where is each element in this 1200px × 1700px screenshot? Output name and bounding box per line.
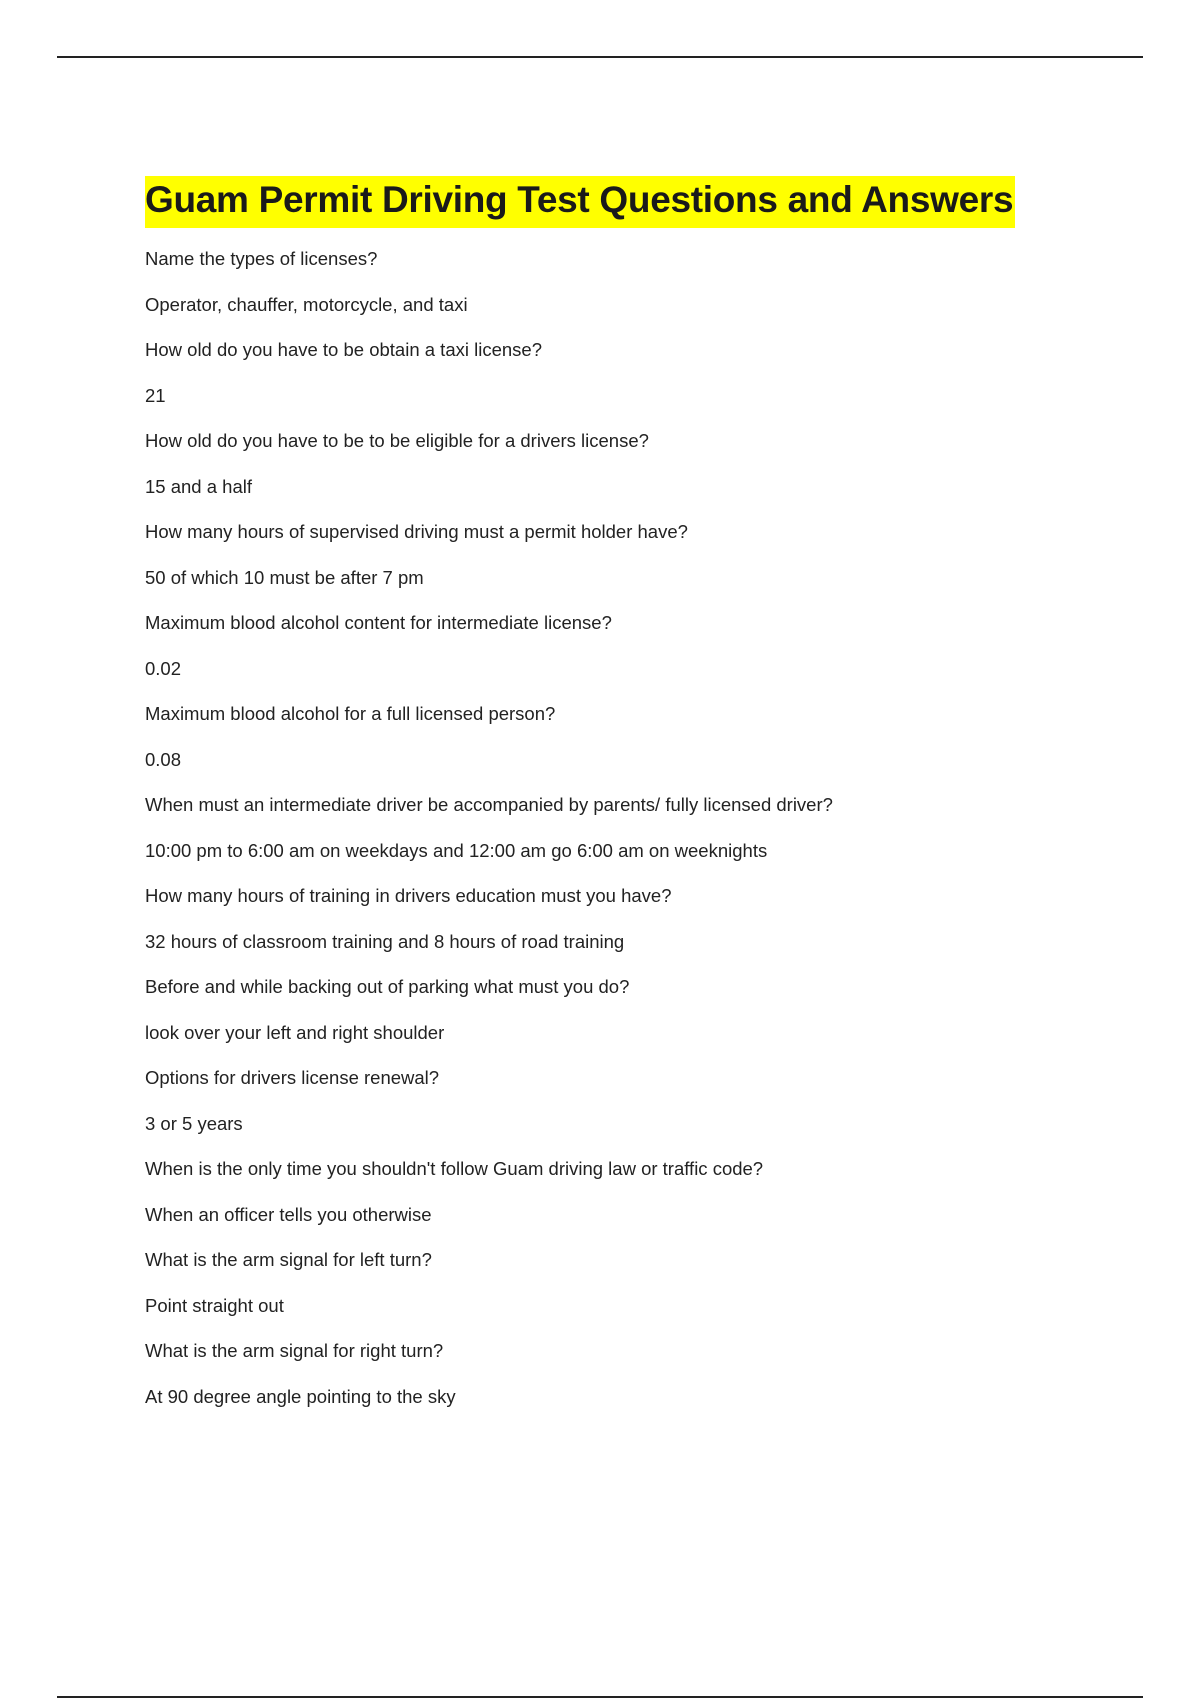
question-line: Options for drivers license renewal? xyxy=(145,1067,440,1088)
question-line: Maximum blood alcohol content for intermediate license? xyxy=(145,612,612,633)
answer-line: 21 xyxy=(145,384,166,406)
answer-line: Operator, chauffer, motorcycle, and taxi xyxy=(145,293,468,315)
document-content xyxy=(145,176,1105,1431)
question-line: How many hours of training in drivers education must you have? xyxy=(145,885,672,906)
question-line: How many hours of supervised driving must a permit holder have? xyxy=(145,521,688,542)
answer-line: 0.02 xyxy=(145,657,182,679)
question-line: When is the only time you shouldn't follow Guam driving law or traffic code? xyxy=(145,1158,764,1179)
answer-line: 10:00 pm to 6:00 am on weekdays and 12:00 am go 6:00 am on weeknights xyxy=(145,839,768,861)
question-line: What is the arm signal for left turn? xyxy=(145,1249,432,1270)
title-highlight xyxy=(145,176,1015,228)
answer-line: 0.08 xyxy=(145,748,182,770)
answer-line: When an officer tells you otherwise xyxy=(145,1203,432,1225)
document-title: Guam Permit Driving Test Questions and Answers xyxy=(145,179,1014,220)
answer-line: look over your left and right shoulder xyxy=(145,1021,445,1043)
answer-line: 15 and a half xyxy=(145,475,252,497)
question-line: How old do you have to be to be eligible for a drivers license? xyxy=(145,430,649,451)
answer-line: 50 of which 10 must be after 7 pm xyxy=(145,566,424,588)
bottom-rule xyxy=(57,1696,1143,1698)
answer-line: At 90 degree angle pointing to the sky xyxy=(145,1385,456,1407)
qa-list xyxy=(145,248,1105,1408)
question-line: Name the types of licenses? xyxy=(145,248,378,269)
answer-line: 3 or 5 years xyxy=(145,1112,243,1134)
question-line: What is the arm signal for right turn? xyxy=(145,1340,444,1361)
question-line: Before and while backing out of parking what must you do? xyxy=(145,976,630,997)
top-rule xyxy=(57,56,1143,58)
answer-line: Point straight out xyxy=(145,1294,284,1316)
answer-line: 32 hours of classroom training and 8 hours of road training xyxy=(145,930,625,952)
question-line: How old do you have to be obtain a taxi license? xyxy=(145,339,542,360)
question-line: When must an intermediate driver be accompanied by parents/ fully licensed driver? xyxy=(145,794,833,815)
question-line: Maximum blood alcohol for a full licensed person? xyxy=(145,703,556,724)
